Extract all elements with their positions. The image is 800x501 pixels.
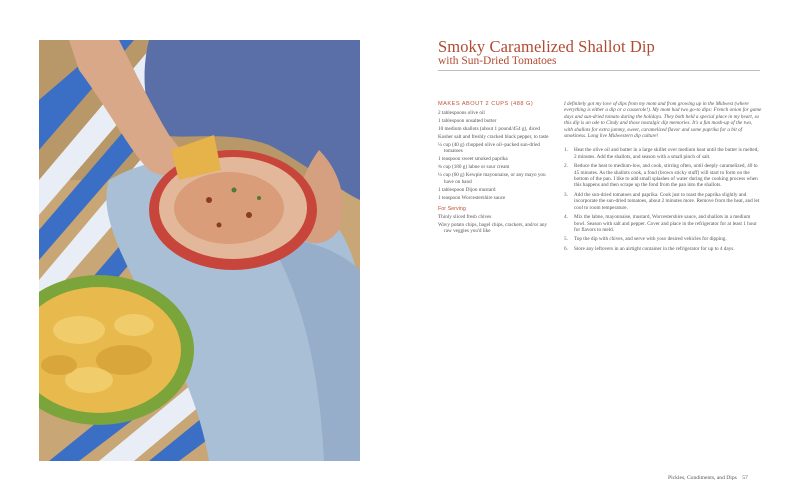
dip-bowl <box>149 150 317 270</box>
serving-heading: For Serving <box>438 205 466 212</box>
serving-item: Thinly sliced fresh chives <box>438 213 492 220</box>
step-text: Store any leftovers in an airtight container in the refrigerator for up to 4 days. <box>574 245 735 252</box>
ingredients-column <box>438 101 550 236</box>
step-number: 1. <box>564 147 568 154</box>
ingredient-item: 1 tablespoon unsalted butter <box>438 118 497 125</box>
ingredient-item: 2 tablespoons olive oil <box>438 110 485 117</box>
title-divider <box>438 70 760 71</box>
dip-photo-illustration <box>39 40 360 461</box>
method-column <box>564 101 762 255</box>
ingredient-item: Kosher salt and freshly cracked black pepper, to taste <box>438 134 549 141</box>
step-number: 3. <box>564 191 568 198</box>
recipe-subtitle: with Sun-Dried Tomatoes <box>438 55 557 67</box>
step-text: Heat the olive oil and butter in a large skillet over medium heat until the butter is melted, 2 minutes. Add the shallots, and season with a small pinch of salt. <box>574 147 759 160</box>
page-number: 57 <box>742 475 748 481</box>
method-step <box>564 192 762 211</box>
step-text: Mix the labne, mayonnaise, mustard, Worcestershire sauce, and shallots in a medium bowl. Season with salt and pepper. Cover and place in the refrigerator for at least 1 hour for flavors to meld. <box>574 214 757 233</box>
page-footer <box>668 475 748 481</box>
headnote: I definitely got my love of dips from my mom and from growing up in the Midwest (where everything is either a dip or a casserole!). My mom had two go-to dips: French onion for game days and sun-dried tomato during the holidays. They both held a special place in my heart, so this dip is an ode to Cindy and those nostalgic dip memories. It's a fun mash-up of the two, with shallots for extra jammy, sweet, caramelized flavor and some paprika for a bit of smokiness. Long live Midwestern dip culture! <box>564 101 762 140</box>
section-name: Pickles, Condiments, and Dips <box>668 475 737 481</box>
ingredient-item: 1 teaspoon sweet smoked paprika <box>438 156 508 163</box>
ingredient-item: 1 teaspoon Worcestershire sauce <box>438 194 506 201</box>
step-number: 6. <box>564 245 568 252</box>
method-step <box>564 246 762 252</box>
step-text: Top the dip with chives, and serve with your desired vehicles for dipping. <box>574 236 727 243</box>
method-step <box>564 214 762 233</box>
recipe-yield: MAKES ABOUT 2 CUPS (488 G) <box>438 101 534 107</box>
ingredient-item: 10 medium shallots (about 1 pound/454 g), diced <box>438 126 541 133</box>
recipe-photo <box>39 40 360 461</box>
step-number: 5. <box>564 236 568 243</box>
step-number: 2. <box>564 163 568 170</box>
step-text: Reduce the heat to medium-low, and cook, stirring often, until deeply caramelized, 40 to 45 minutes. As the shallots cook, a fond (brown sticky stuff) will start to form on the bottom of the pan. I like to add small splashes of water during the cooking process when this happens and then scrape up the fond from the pan into the shallots. <box>574 163 758 189</box>
recipe-title: Smoky Caramelized Shallot Dip <box>438 37 655 56</box>
method-step <box>564 147 762 160</box>
ingredient-item: ¼ cup (60 g) Kewpie mayonnaise, or any mayo you have on hand <box>438 172 546 185</box>
method-step <box>564 163 762 189</box>
serving-item: Wavy potato chips, bagel chips, crackers, and/or any raw veggies you'd like <box>438 221 548 234</box>
method-step <box>564 236 762 242</box>
ingredient-item: ¼ cup (40 g) chopped olive oil–packed sun-dried tomatoes <box>438 142 540 155</box>
step-number: 4. <box>564 214 568 221</box>
step-text: Add the sun-dried tomatoes and paprika. Cook just to toast the paprika slightly and incorporate the sun-dried tomatoes, about 2 minutes more. Remove from the heat, and let cool to room temperature. <box>574 191 760 211</box>
ingredient-item: 1 tablespoon Dijon mustard <box>438 186 496 193</box>
ingredient-item: ¾ cup (180 g) labne or sour cream <box>438 164 510 171</box>
